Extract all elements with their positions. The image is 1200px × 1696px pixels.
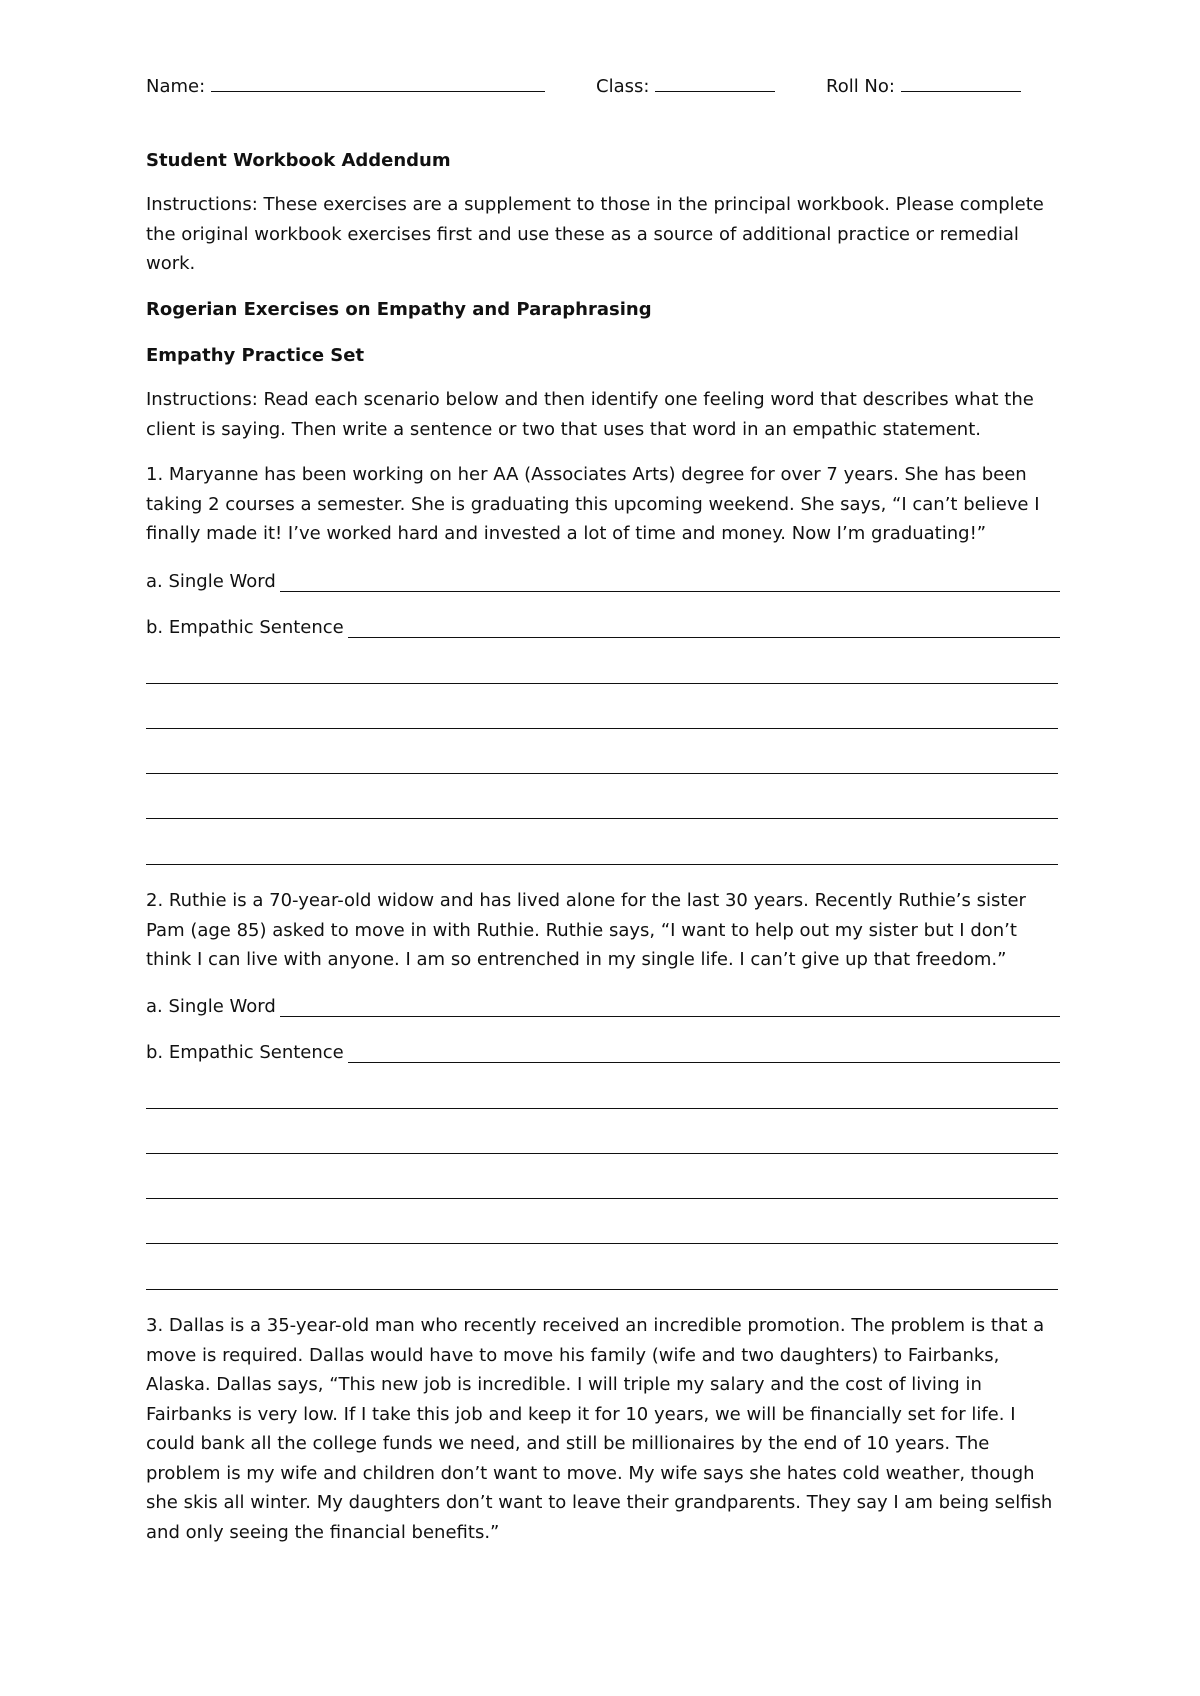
set-instructions: Instructions: Read each scenario below and then identify one feeling word that describes what the client is saying. Then write a sentence or two that uses that word in an empathic statement. xyxy=(146,389,1034,440)
section-title: Rogerian Exercises on Empathy and Paraphrasing xyxy=(146,299,652,320)
name-label: Name: xyxy=(146,76,206,97)
roll-field[interactable] xyxy=(826,73,1021,97)
answer-line[interactable] xyxy=(146,773,1058,774)
question-1-empathic-sentence[interactable] xyxy=(146,614,1060,638)
intro-instructions: Instructions: These exercises are a supplement to those in the principal workbook. Please complete the original workbook exercises first and use these as a source of additional practice or remedial work. xyxy=(146,194,1044,274)
single-word-label: a. Single Word xyxy=(146,571,276,592)
student-info-header xyxy=(146,73,1066,99)
answer-line[interactable] xyxy=(146,1198,1058,1199)
page-title: Student Workbook Addendum xyxy=(146,150,451,171)
question-2-empathic-sentence[interactable] xyxy=(146,1039,1060,1063)
class-field[interactable] xyxy=(596,73,775,97)
answer-line[interactable] xyxy=(146,683,1058,684)
answer-line[interactable] xyxy=(146,1289,1058,1290)
empathic-sentence-label: b. Empathic Sentence xyxy=(146,1042,344,1063)
class-label: Class: xyxy=(596,76,650,97)
roll-label: Roll No: xyxy=(826,76,895,97)
question-2-text: 2. Ruthie is a 70-year-old widow and has lived alone for the last 30 years. Recently Ruthie’s sister Pam (age 85) asked to move in with Ruthie. Ruthie says, “I want to help out my sister but I don’t think I can live with anyone. I am so entrenched in my single life. I can’t give up that freedom.” xyxy=(146,890,1026,970)
name-field[interactable] xyxy=(146,73,545,97)
answer-line[interactable] xyxy=(146,1243,1058,1244)
roll-blank[interactable] xyxy=(901,73,1021,92)
single-word-blank[interactable] xyxy=(280,573,1060,592)
answer-line[interactable] xyxy=(146,818,1058,819)
question-2-single-word[interactable] xyxy=(146,993,1060,1017)
name-blank[interactable] xyxy=(211,73,545,92)
question-3-text: 3. Dallas is a 35-year-old man who recently received an incredible promotion. The problem is that a move is required. Dallas would have to move his family (wife and two daughters) to Fairbanks, Alaska. Dallas says, “This new job is incredible. I will triple my salary and the cost of living in Fairbanks is very low. If I take this job and keep it for 10 years, we will be financially set for life. I could bank all the college funds we need, and still be millionaires by the end of 10 years. The problem is my wife and children don’t want to move. My wife says she hates cold weather, though she skis all winter. My daughters don’t want to leave their grandparents. They say I am being selfish and only seeing the financial benefits.” xyxy=(146,1315,1053,1543)
subsection-title: Empathy Practice Set xyxy=(146,345,365,366)
single-word-label: a. Single Word xyxy=(146,996,276,1017)
single-word-blank[interactable] xyxy=(280,998,1060,1017)
answer-line[interactable] xyxy=(146,1108,1058,1109)
answer-line[interactable] xyxy=(146,864,1058,865)
empathic-sentence-blank[interactable] xyxy=(348,619,1060,638)
empathic-sentence-blank[interactable] xyxy=(348,1044,1060,1063)
question-1-single-word[interactable] xyxy=(146,568,1060,592)
answer-line[interactable] xyxy=(146,1153,1058,1154)
empathic-sentence-label: b. Empathic Sentence xyxy=(146,617,344,638)
question-1-text: 1. Maryanne has been working on her AA (Associates Arts) degree for over 7 years. She has been taking 2 courses a semester. She is graduating this upcoming weekend. She says, “I can’t believe I finally made it! I’ve worked hard and invested a lot of time and money. Now I’m graduating!” xyxy=(146,464,1040,544)
class-blank[interactable] xyxy=(655,73,775,92)
answer-line[interactable] xyxy=(146,728,1058,729)
